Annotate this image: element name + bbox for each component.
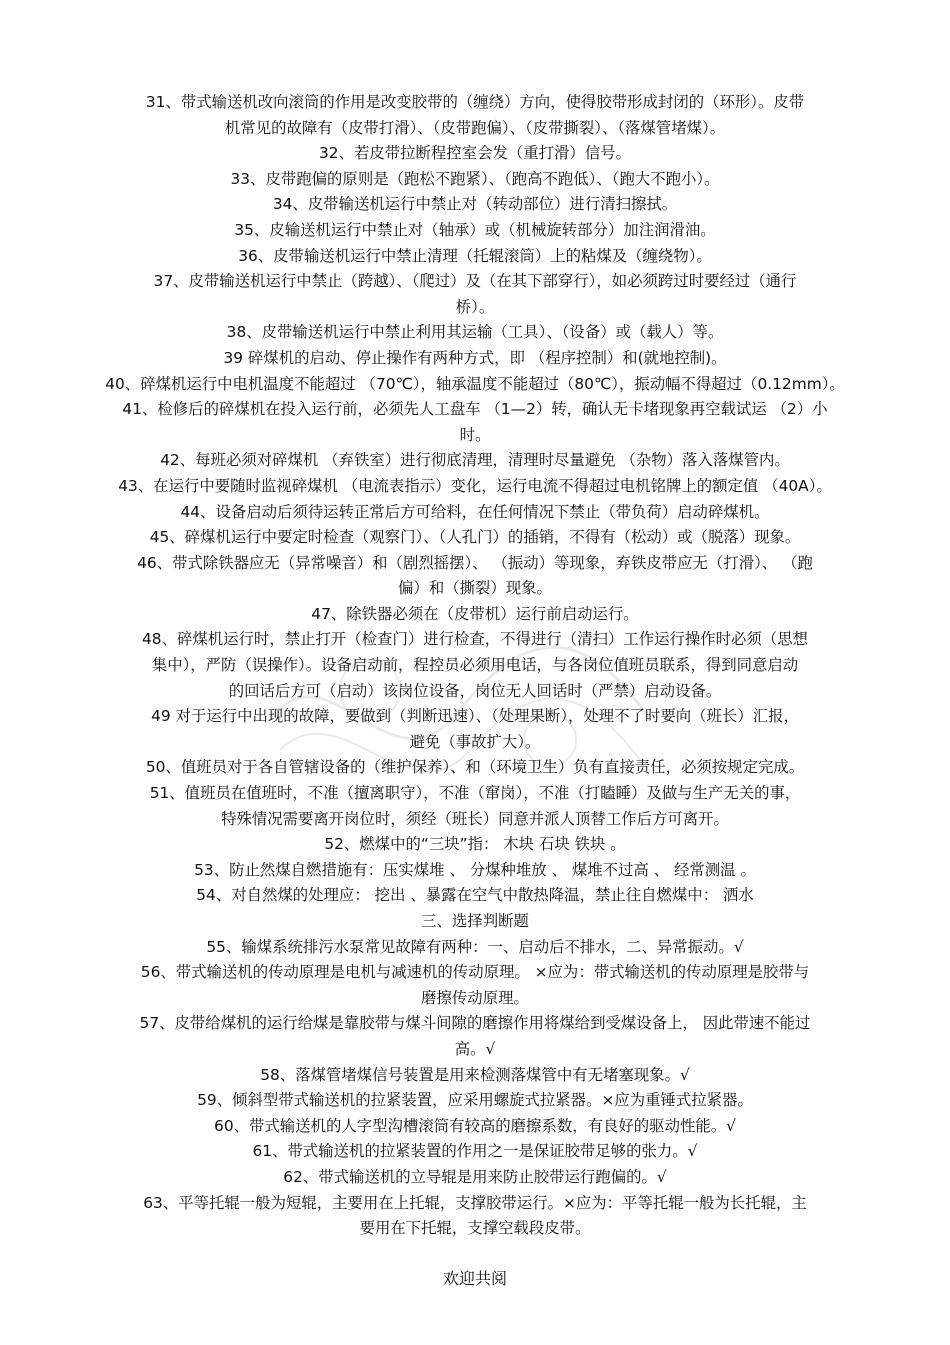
- text-line: 偏）和（撕裂）现象。: [398, 579, 552, 598]
- text-line: 集中），严防（误操作）。设备启动前，程控员必须用电话，与各岗位值班员联系，得到同意启动: [151, 656, 799, 675]
- text-line: 62、带式输送机的立导辊是用来防止胶带运行跑偏的。√: [283, 1167, 667, 1186]
- text-line: 时。: [459, 425, 491, 444]
- text-line: 60、带式输送机的人字型沟槽滚筒有较高的磨擦系数，有良好的驱动性能。√: [214, 1116, 736, 1135]
- text-line: 43、在运行中要随时监视碎煤机 （电流表指示）变化，运行电流不得超过电机铭牌上的额定值 （40A）。: [118, 476, 832, 495]
- text-line: 的回话后方可（启动）该岗位设备，岗位无人回话时（严禁）启动设备。: [228, 681, 722, 700]
- text-line: 57、皮带给煤机的运行给煤是靠胶带与煤斗间隙的磨擦作用将煤给到受煤设备上， 因此带速不能过: [139, 1014, 811, 1033]
- text-line: 避免（事故扩大）。: [409, 732, 541, 751]
- text-line: 31、带式输送机改向滚筒的作用是改变胶带的（缠绕）方向，使得胶带形成封闭的（环形）。皮带: [145, 93, 805, 111]
- text-line: 39 碎煤机的启动、停止操作有两种方式，即 （程序控制）和(就地控制)。: [223, 348, 727, 367]
- text-line: 38、皮带输送机运行中禁止利用其运输（工具）、（设备）或（载人）等。: [226, 323, 724, 342]
- text-line: 46、带式除铁器应无（异常噪音）和（剧烈摇摆）、 （振动）等现象，弃铁皮带应无（打滑）、 （跑: [137, 553, 813, 572]
- text-line: 三、选择判断题: [421, 912, 529, 930]
- text-line: 33、皮带跑偏的原则是（跑松不跑紧）、（跑高不跑低）、（跑大不跑小）。: [230, 169, 720, 188]
- text-line: 44、设备启动后须待运转正常后方可给料，在任何情况下禁止（带负荷）启动碎煤机。: [180, 502, 770, 521]
- text-line: 要用在下托辊，支撑空载段皮带。: [359, 1219, 591, 1238]
- text-line: 50、值班员对于各自管辖设备的（维护保养）、和（环境卫生）负有直接责任，必须按规定完成。: [145, 758, 805, 777]
- text-line: 特殊情况需要离开岗位时，须经（班长）同意并派人顶替工作后方可离开。: [221, 809, 729, 828]
- text-line: 58、落煤管堵煤信号装置是用来检测落煤管中有无堵塞现象。√: [260, 1065, 690, 1084]
- text-line: 53、防止然煤自燃措施有：压实煤堆 、 分煤种堆放 、 煤堆不过高 、 经常测温 。: [194, 860, 756, 879]
- document-body: [60, 90, 890, 1242]
- text-line: 40、碎煤机运行中电机温度不能超过 （70℃），轴承温度不能超过（80℃），振动幅不得超过（0.12mm）。: [105, 374, 845, 393]
- text-line: 41、检修后的碎煤机在投入运行前，必须先人工盘车 （1—2）转，确认无卡堵现象再空载试运 （2）小: [122, 400, 828, 419]
- text-line: 35、皮输送机运行中禁止对（轴承）或（机械旋转部分）加注润滑油。: [234, 220, 716, 239]
- text-line: 47、除铁器必须在（皮带机）运行前启动运行。: [311, 604, 639, 623]
- text-line: 32、若皮带拉断程控室会发（重打滑）信号。: [318, 144, 631, 163]
- text-line: 机常见的故障有（皮带打滑）、（皮带跑偏）、（皮带撕裂）、（落煤管堵煤）。: [224, 118, 726, 137]
- text-line: 48、碎煤机运行时，禁止打开（检查门）进行检查，不得进行（清扫）工作运行操作时必须（思想: [142, 630, 808, 649]
- text-line: 56、带式输送机的传动原理是电机与减速机的传动原理。 ×应为：带式输送机的传动原理是胶带与: [140, 963, 810, 982]
- text-line: 42、每班必须对碎煤机 （弃铁室）进行彻底清理，清理时尽量避免 （杂物）落入落煤管内。: [160, 451, 790, 470]
- text-line: 61、带式输送机的拉紧装置的作用之一是保证胶带足够的张力。√: [252, 1142, 698, 1161]
- text-line: 52、燃煤中的“三块”指： 木块 石块 铁块 。: [324, 835, 626, 854]
- text-line: 高。√: [454, 1039, 496, 1058]
- text-line: 59、倾斜型带式输送机的拉紧装置，应采用螺旋式拉紧器。×应为重锤式拉紧器。: [197, 1091, 753, 1110]
- text-line: 51、值班员在值班时，不准（擅离职守），不准（窜岗），不准（打瞌睡）及做与生产无关的事，: [149, 784, 801, 803]
- text-line: 磨擦传动原理。: [421, 988, 529, 1007]
- text-line: 63、平等托辊一般为短辊，主要用在上托辊，支撑胶带运行。×应为：平等托辊一般为长托辊，主: [143, 1193, 807, 1212]
- text-line: 36、皮带输送机运行中禁止清理（托辊滚筒）上的粘煤及（缠绕物）。: [238, 246, 712, 265]
- text-line: 45、碎煤机运行中要定时检查（观察门）、（人孔门）的插销，不得有（松动）或（脱落）现象。: [149, 528, 801, 547]
- text-line: 37、皮带输送机运行中禁止（跨越）、（爬过）及（在其下部穿行），如必须跨过时要经过（通行: [153, 272, 797, 291]
- text-line: 49 对于运行中出现的故障，要做到（判断迅速）、（处理果断），处理不了时要向（班长）汇报，: [151, 707, 799, 726]
- page-footer: 欢迎共阅: [442, 1269, 507, 1288]
- text-line: 桥）。: [455, 297, 495, 316]
- text-line: 34、皮带输送机运行中禁止对（转动部位）进行清扫擦拭。: [272, 195, 678, 214]
- text-line: 55、输煤系统排污水泵常见故障有两种：一、启动后不排水，二、异常振动。√: [206, 937, 744, 956]
- text-line: 54、对自然煤的处理应： 挖出 、暴露在空气中散热降温，禁止往自燃煤中： 洒水: [196, 886, 754, 905]
